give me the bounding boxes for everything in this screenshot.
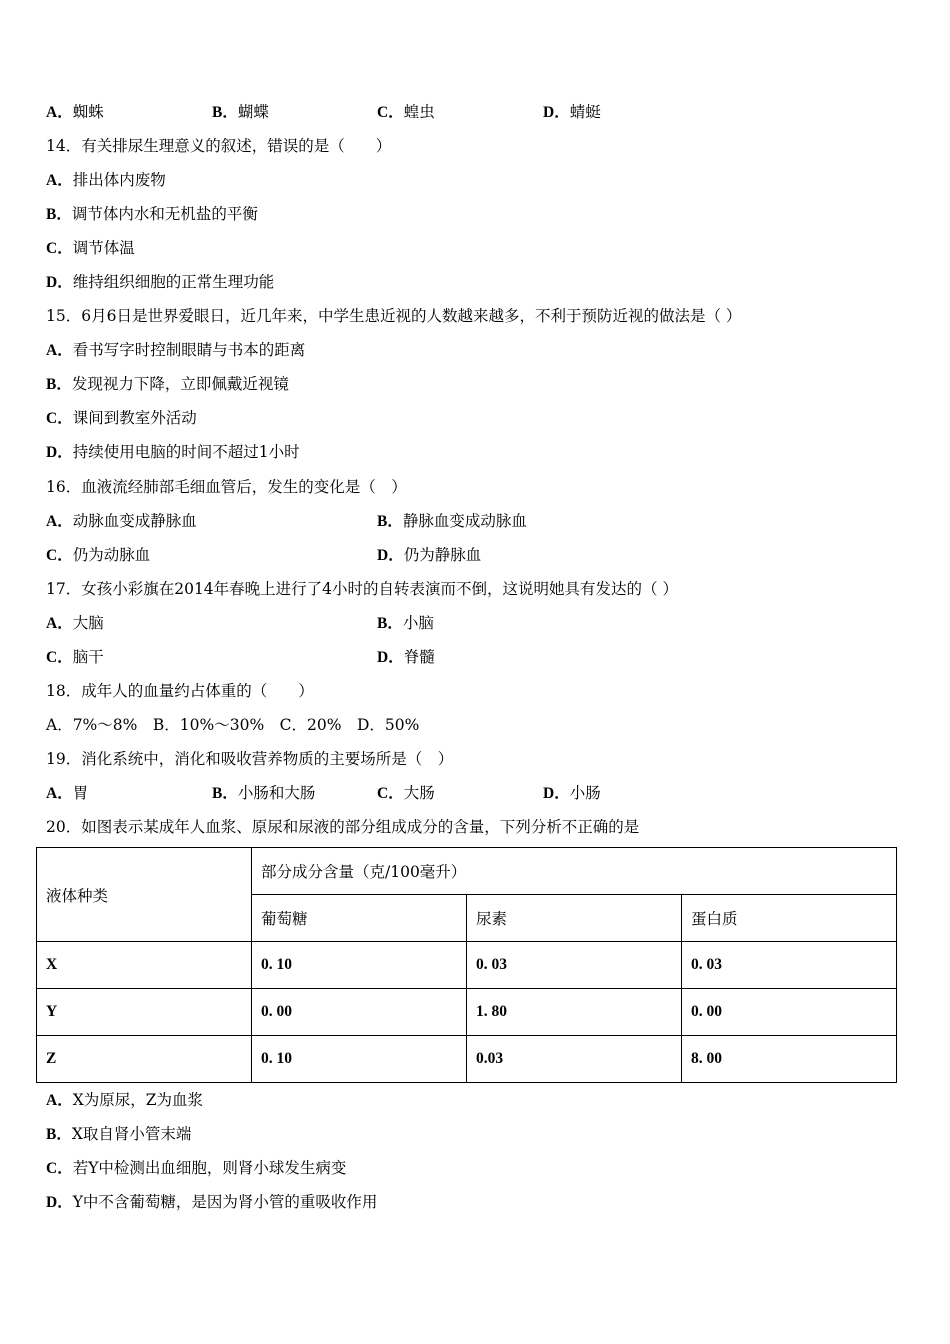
- q14-option-b: B．调节体内水和无机盐的平衡: [46, 205, 258, 223]
- cell-x-urea: 0. 03: [467, 942, 682, 989]
- q14-option-a: A．排出体内废物: [46, 171, 166, 189]
- q15-option-c: C．课间到教室外活动: [46, 409, 197, 427]
- q17-option-d: D．脊髓: [377, 648, 435, 666]
- q14-option-d: D．维持组织细胞的正常生理功能: [46, 273, 275, 291]
- table-header-row: [37, 848, 897, 895]
- cell-y-urea: 1. 80: [467, 989, 682, 1036]
- q20-stem: 20．如图表示某成年人血浆、原尿和尿液的部分组成成分的含量，下列分析不正确的是: [46, 818, 640, 836]
- cell-y-protein: 0. 00: [682, 989, 897, 1036]
- column-header-protein: 蛋白质: [682, 895, 897, 942]
- q13-option-c: C．蝗虫: [377, 103, 435, 121]
- table-row: [37, 942, 897, 989]
- cell-y-glucose: 0. 00: [252, 989, 467, 1036]
- q14-option-c: C．调节体温: [46, 239, 135, 257]
- column-header-glucose: 葡萄糖: [252, 895, 467, 942]
- q13-option-b: B．蝴蝶: [212, 103, 269, 121]
- q19-option-b: B．小肠和大肠: [212, 784, 316, 802]
- q19-option-d: D．小肠: [543, 784, 601, 802]
- q17-option-b: B．小脑: [377, 614, 434, 632]
- cell-z-urea: 0.03: [467, 1036, 682, 1083]
- q16-option-d: D．仍为静脉血: [377, 546, 482, 564]
- q18-options: A．7%～8% B．10%～30% C．20% D．50%: [46, 716, 420, 734]
- q15-stem: 15．6月6日是世界爱眼日，近几年来，中学生患近视的人数越来越多，不利于预防近视的做法是（ ）: [46, 307, 742, 325]
- q19-option-a: A．胃: [46, 784, 89, 802]
- q13-option-a: A．蜘蛛: [46, 103, 104, 121]
- table-row: [37, 989, 897, 1036]
- q15-option-a: A．看书写字时控制眼睛与书本的距离: [46, 341, 306, 359]
- q15-option-d: D．持续使用电脑的时间不超过1小时: [46, 443, 300, 461]
- column-header-urea: 尿素: [467, 895, 682, 942]
- q19-option-c: C．大肠: [377, 784, 435, 802]
- q16-option-c: C．仍为动脉血: [46, 546, 151, 564]
- q14-stem: 14．有关排尿生理意义的叙述，错误的是（ ）: [46, 137, 392, 155]
- cell-x-protein: 0. 03: [682, 942, 897, 989]
- cell-z-protein: 8. 00: [682, 1036, 897, 1083]
- row-name-z: Z: [37, 1036, 252, 1083]
- row-name-x: X: [37, 942, 252, 989]
- q15-option-b: B．发现视力下降，立即佩戴近视镜: [46, 375, 289, 393]
- q19-stem: 19．消化系统中，消化和吸收营养物质的主要场所是（ ）: [46, 750, 454, 768]
- table-row: [37, 1036, 897, 1083]
- q16-stem: 16．血液流经肺部毛细血管后，发生的变化是（ ）: [46, 478, 407, 496]
- q13-option-d: D．蜻蜓: [543, 103, 601, 121]
- row-name-y: Y: [37, 989, 252, 1036]
- q17-stem: 17．女孩小彩旗在2014年春晚上进行了4小时的自转表演而不倒，这说明她具有发达的（ ）: [46, 580, 678, 598]
- q20-option-b: B．X取自肾小管末端: [46, 1125, 192, 1143]
- q17-option-c: C．脑干: [46, 648, 104, 666]
- q18-stem: 18．成年人的血量约占体重的（ ）: [46, 682, 314, 700]
- cell-z-glucose: 0. 10: [252, 1036, 467, 1083]
- q16-option-a: A．动脉血变成静脉血: [46, 512, 197, 530]
- q17-option-a: A．大脑: [46, 614, 104, 632]
- row-header-cell: 液体种类: [37, 848, 252, 942]
- fluid-composition-table: [36, 847, 897, 1083]
- q16-option-b: B．静脉血变成动脉血: [377, 512, 527, 530]
- q20-option-a: A．X为原尿，Z为血浆: [46, 1091, 204, 1109]
- q20-option-c: C．若Y中检测出血细胞，则肾小球发生病变: [46, 1159, 347, 1177]
- group-header-cell: 部分成分含量（克/100毫升）: [252, 848, 897, 895]
- q20-option-d: D．Y中不含葡萄糖，是因为肾小管的重吸收作用: [46, 1193, 378, 1211]
- cell-x-glucose: 0. 10: [252, 942, 467, 989]
